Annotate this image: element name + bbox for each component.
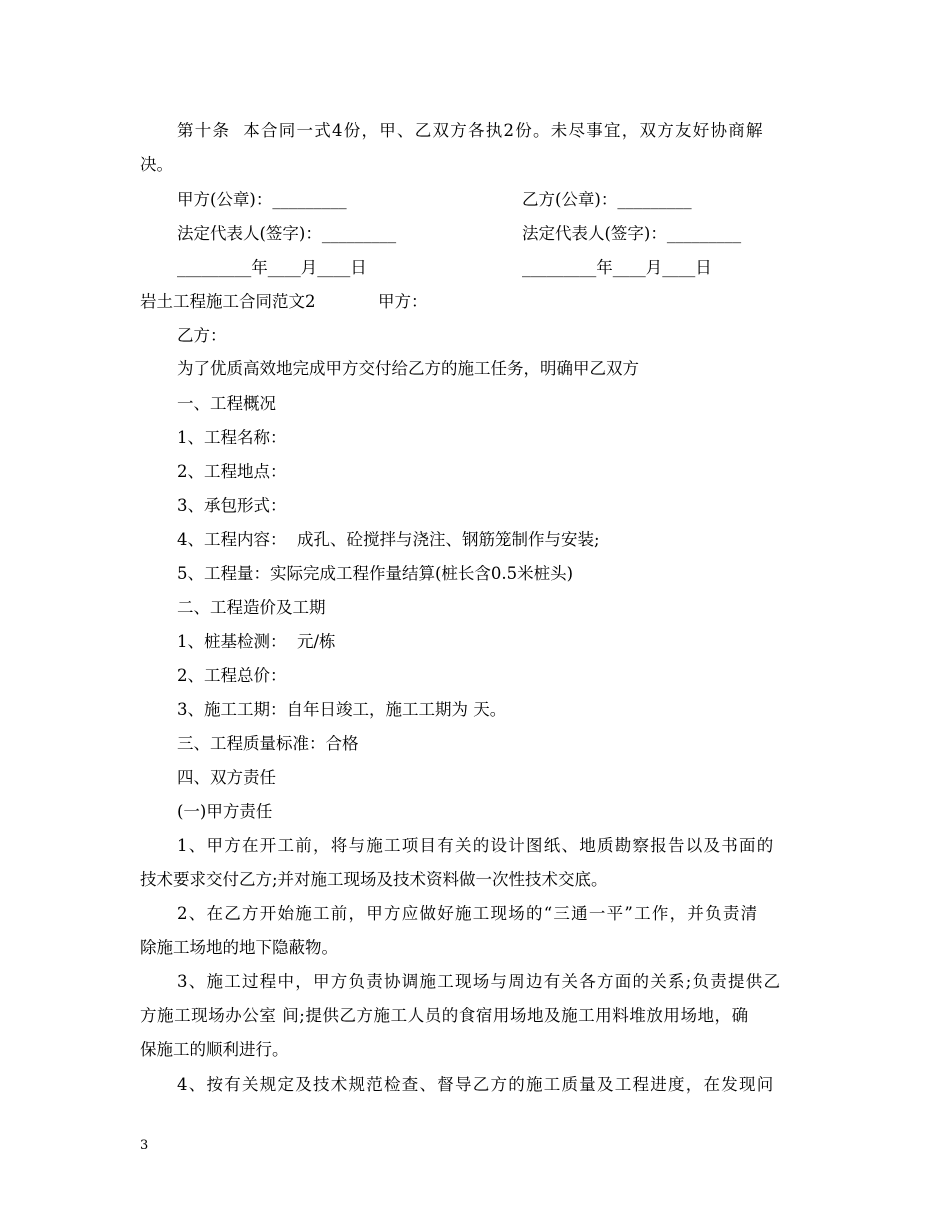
text-line: 二、工程造价及工期 (177, 598, 326, 617)
text-line: 岩土工程施工合同范文2 (140, 292, 316, 311)
text-line: 4、按有关规定及技术规范检查、督导乙方的施工质量及工程进度，在发现问 (177, 1075, 775, 1094)
text-line: 甲方(公章)：_________ (177, 190, 347, 209)
text-line: 乙方(公章)：_________ (522, 190, 692, 209)
text-line: _________年____月____日 (177, 258, 367, 277)
text-line: 一、工程概况 (177, 394, 276, 413)
text-line: 乙方： (177, 326, 227, 345)
text-line: 1、桩基检测： 元/栋 (177, 632, 336, 651)
text-line: 5、工程量：实际完成工程作量结算(桩长含0.5米桩头) (177, 564, 574, 583)
text-line: 除施工场地的地下隐蔽物。 (140, 938, 338, 957)
text-line: 技术要求交付乙方;并对施工现场及技术资料做一次性技术交底。 (140, 870, 608, 889)
text-line: 第十条 本合同一式4份，甲、乙双方各执2份。未尽事宜，双方友好协商解 (177, 121, 764, 140)
text-line: 保施工的顺利进行。 (140, 1040, 289, 1059)
page-number: 3 (140, 1138, 149, 1153)
text-line: 甲方： (378, 292, 428, 311)
text-line: 2、工程地点： (177, 462, 287, 481)
text-line: 法定代表人(签字)：_________ (177, 224, 397, 243)
text-line: 为了优质高效地完成甲方交付给乙方的施工任务，明确甲乙双方 (177, 359, 639, 378)
text-line: 方施工现场办公室 间;提供乙方施工人员的食宿用场地及施工用料堆放用场地，确 (140, 1006, 749, 1025)
text-line: 决。 (140, 155, 173, 174)
text-line: 3、施工工期：自年日竣工，施工工期为 天。 (177, 700, 507, 719)
text-line: 4、工程内容： 成孔、砼搅拌与浇注、钢筋笼制作与安装; (177, 530, 600, 549)
text-line: 法定代表人(签字)：_________ (522, 224, 742, 243)
text-line: 四、双方责任 (177, 768, 276, 787)
text-line: (一)甲方责任 (177, 802, 273, 821)
text-line: 1、甲方在开工前，将与施工项目有关的设计图纸、地质勘察报告以及书面的 (177, 836, 775, 855)
text-line: 3、施工过程中，甲方负责协调施工现场与周边有关各方面的关系;负责提供乙 (177, 972, 782, 991)
text-line: _________年____月____日 (522, 258, 712, 277)
text-line: 三、工程质量标准：合格 (177, 734, 359, 753)
text-line: 3、承包形式： (177, 496, 287, 515)
text-line: 2、在乙方开始施工前，甲方应做好施工现场的“三通一平”工作，并负责清 (177, 904, 759, 923)
text-line: 1、工程名称： (177, 428, 287, 447)
text-line: 2、工程总价： (177, 666, 287, 685)
